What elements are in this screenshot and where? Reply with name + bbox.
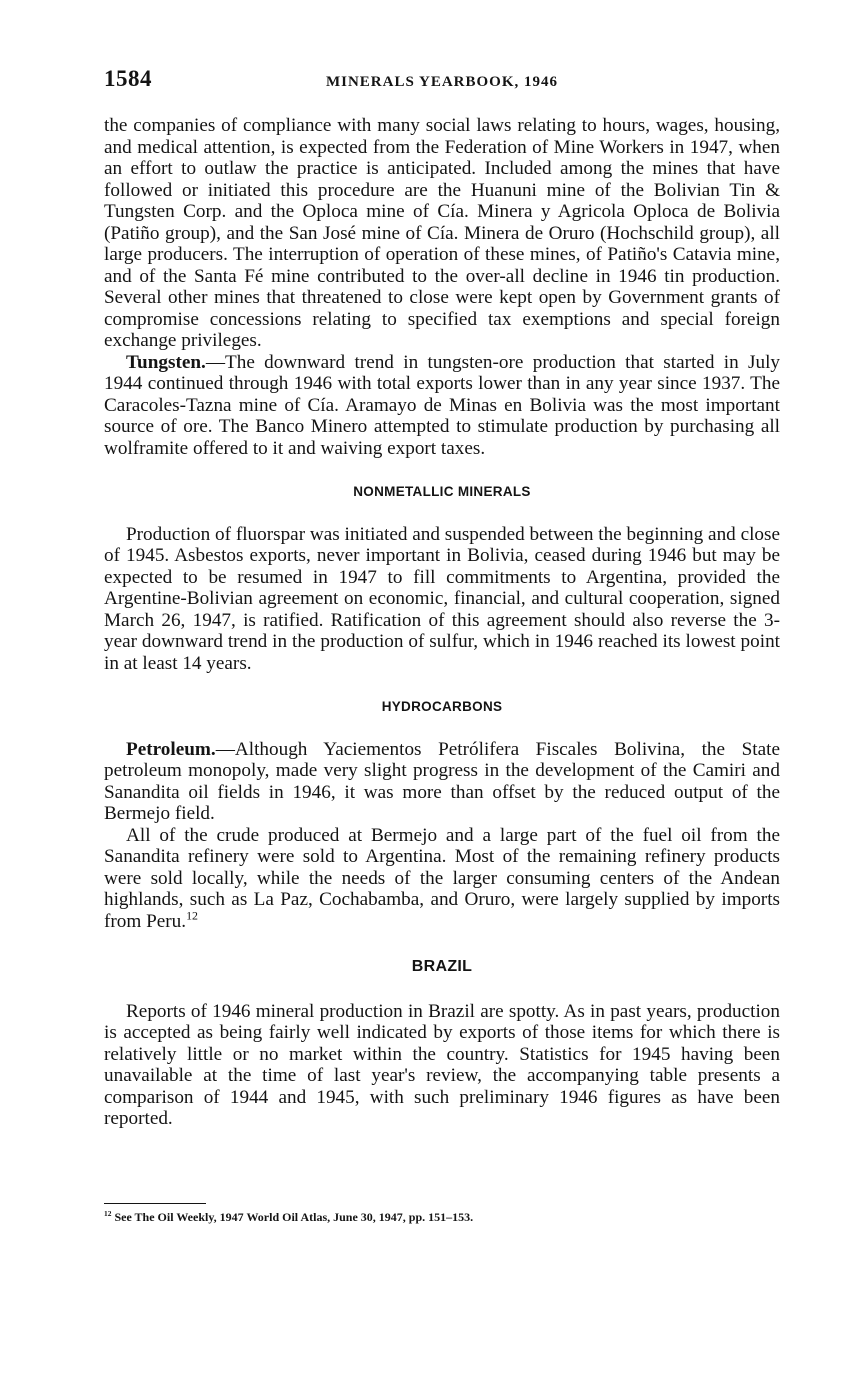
section-heading-hydrocarbons: HYDROCARBONS [381,699,503,714]
body-text [104,115,780,1130]
paragraph-tin-continued: the companies of compliance with many social laws relating to hours, wages, housing, and medical attention, is expected from the Federation of Mine Workers in 1947, when an effort to outlaw the practice is anticipated. Included among the mines that have followed or initiated this procedure are the Huanuni mine of the Bolivian Tin & Tungsten Corp. and the Oploca mine of Cía. Minera y Agricola Oploca de Bolivia (Patiño group), and the San José mine of Cía. Minera de Oruro (Hochschild group), all large producers. The interruption of operation of these mines, of Patiño's Catavia mine, and of the Santa Fé mine contributed to the over-all decline in 1946 tin production. Several other mines that threatened to close were kept open by Government grants of compromise concessions relating to specified tax exemptions and special foreign exchange privileges. [104,115,780,351]
paragraph-tungsten [104,352,780,460]
crude-text: All of the crude produced at Bermejo and a large part of the fuel oil from the Sanandita refinery were sold to Argentina. Most of the remaining refinery products were sold locally, while the needs of the larger consuming centers of the Andean highlands, such as La Paz, Cochabamba, and Oruro, were largely supplied by imports from Peru. [104,824,780,932]
footnote-reference: 12 [186,908,198,923]
running-title: MINERALS YEARBOOK, 1946 [325,74,559,90]
petroleum-run-in-heading: Petroleum. [126,738,216,760]
footnote-number: 12 [104,1209,112,1218]
page-header [104,66,780,100]
footnote-text: See The Oil Weekly, 1947 World Oil Atlas, June 30, 1947, pp. 151–153. [114,1210,474,1224]
footnote [104,1210,780,1225]
petroleum-text: —Although Yaciementos Petrólifera Fiscales Bolivina, the State petroleum monopoly, made very slight progress in the development of the Camiri and Sanandita oil fields in 1946, it was more than offset by the reduced output of the Bermejo field. [104,738,780,824]
paragraph-crude [104,825,780,933]
footnote-divider [104,1203,206,1204]
page-number: 1584 [104,66,152,91]
tungsten-text: —The downward trend in tungsten-ore production that started in July 1944 continued through 1946 with total exports lower than in any year since 1937. The Caracoles-Tazna mine of Cía. Aramayo de Minas en Bolivia was the most important source of ore. The Banco Minero attempted to stimulate production by purchasing all wolframite offered to it and waiving export taxes. [104,351,780,459]
paragraph-nonmetallic: Production of fluorspar was initiated and suspended between the beginning and close of 1945. Asbestos exports, never important in Bolivia, ceased during 1946 but may be expected to be resumed in 1947 to fill commitments to Argentina, provided the Argentine-Bolivian agreement on economic, financial, and cultural cooperation, signed March 26, 1947, is ratified. Ratification of this agreement should also reverse the 3-year downward trend in the production of sulfur, which in 1946 reached its lowest point in at least 14 years. [104,523,780,674]
paragraph-brazil: Reports of 1946 mineral production in Brazil are spotty. As in past years, production is accepted as being fairly well indicated by exports of those items for which there is relatively little or no market within the country. Statistics for 1945 having been unavailable at the time of last year's review, the accompanying table presents a comparison of 1944 and 1945, with such preliminary 1946 figures as have been reported. [104,1000,780,1129]
section-heading-nonmetallic: NONMETALLIC MINERALS [353,484,531,499]
tungsten-run-in-heading: Tungsten. [126,351,206,373]
paragraph-petroleum [104,739,780,825]
section-heading-brazil: BRAZIL [411,958,473,975]
